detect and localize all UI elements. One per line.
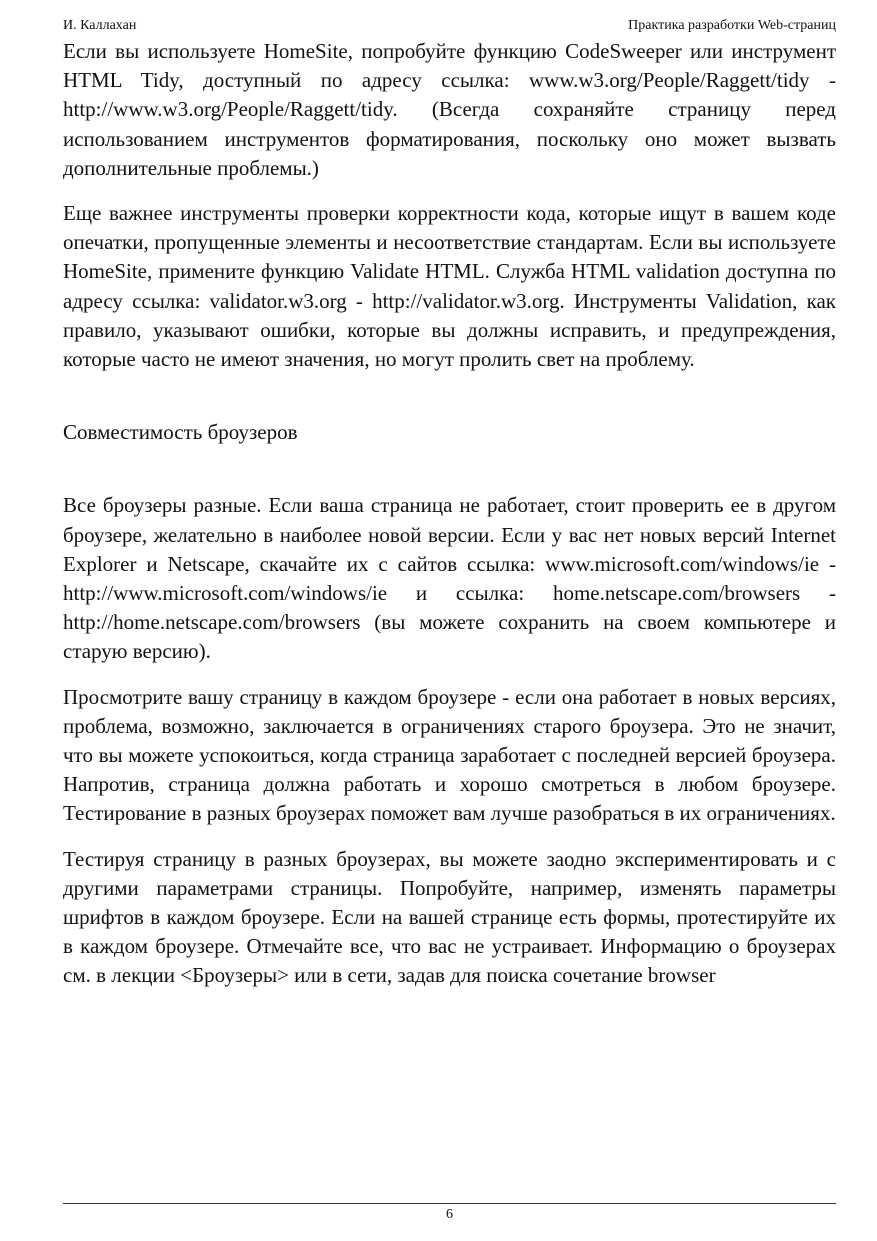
paragraph-view-in-each-browser: Просмотрите вашу страницу в каждом броузере - если она работает в новых версиях, проблема, возможно, заключается в ограничениях старого броузера. Это не значит, что вы можете успокоиться, когда страница заработает с последней версией броузера. Напротив, страница должна работать и хорошо смотреться в любом броузере. Тестирование в разных броузерах поможет вам лучше разобраться в их ограничениях. xyxy=(63,684,836,826)
header-author: И. Каллахан xyxy=(63,18,137,33)
page-number: 6 xyxy=(446,1207,453,1222)
paragraph-validation-tools: Еще важнее инструменты проверки корректности кода, которые ищут в вашем коде опечатки, пропущенные элементы и несоответствие стандартам. Если вы используете HomeSite, примените функцию Validate HTML. Служба HTML validation доступна по адресу ссылка: validator.w3.org - http://validator.w3.org. Инструменты Validation, как правило, указывают ошибки, которые вы должны исправить, и предупреждения, которые часто не имеют значения, но могут пролить свет на проблему. xyxy=(63,201,836,372)
body-text xyxy=(63,37,836,991)
paragraph-browsers-differ: Все броузеры разные. Если ваша страница не работает, стоит проверить ее в другом броузере, желательно в наиболее новой версии. Если у вас нет новых версий Internet Explorer и Netscape, скачайте их с сайтов ссылка: www.microsoft.com/windows/ie - http://www.microsoft.com/windows/ie и ссылка: home.netscape.com/browsers - http://home.netscape.com/browsers (вы можете сохранить на своем компьютере и старую версию). xyxy=(63,493,836,664)
running-header xyxy=(63,16,836,36)
paragraph-codesweeper-tidy: Если вы используете HomeSite, попробуйте функцию CodeSweeper или инструмент HTML Tidy, доступный по адресу ссылка: www.w3.org/People/Raggett/tidy - http://www.w3.org/People/Raggett/tidy. (Всегда сохраняйте страницу перед использованием инструментов форматирования, поскольку оно может вызвать дополнительные проблемы.) xyxy=(63,39,836,180)
header-book-title: Практика разработки Web-страниц xyxy=(628,18,836,33)
paragraph-testing-parameters: Тестируя страницу в разных броузерах, вы можете заодно экспериментировать и с другими параметрами страницы. Попробуйте, например, изменять параметры шрифтов в каждом броузере. Если на вашей странице есть формы, протестируйте их в каждом броузере. Отмечайте все, что вас не устраивает. Информацию о броузерах см. в лекции <Броузеры> или в сети, задав для поиска сочетание browser xyxy=(63,846,836,988)
footer-divider xyxy=(63,1203,836,1204)
document-page xyxy=(63,0,836,1241)
section-heading: Совместимость броузеров xyxy=(63,420,298,445)
